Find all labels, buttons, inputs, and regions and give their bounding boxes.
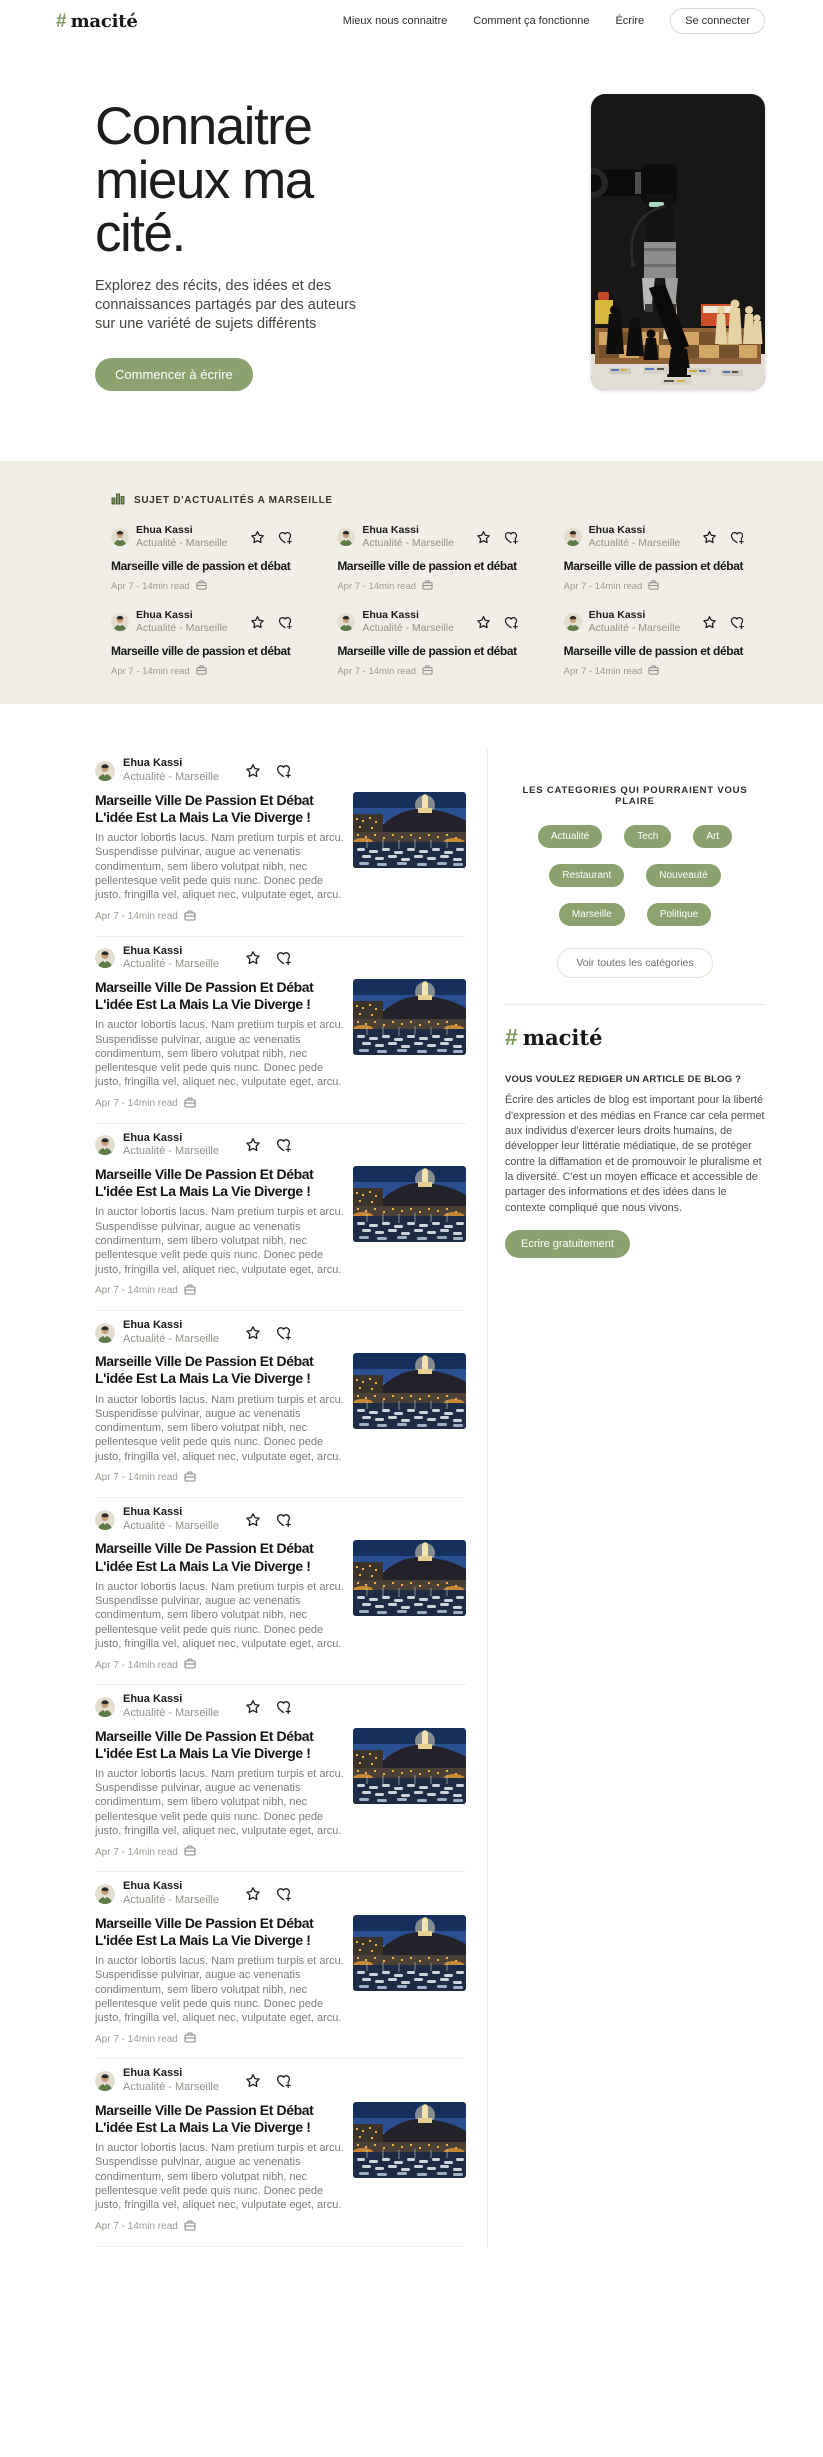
topics-grid [111,524,765,679]
article-excerpt: In auctor lobortis lacus. Nam pretium turpis et arcu. Suspendisse pulvinar, augue ac venenatis condimentum, sem libero volutpat nibh, nec pellentesque velit pede quis nunc. Donec pede justo, fringilla vel, aliquet nec, vulputate eget, arcu. [95,1954,344,2025]
start-writing-button[interactable]: Commencer à écrire [95,358,253,391]
article-image-marseille-harbor[interactable] [353,1166,466,1242]
save-icon[interactable] [422,580,433,593]
heart-plus-icon[interactable] [729,615,745,630]
star-icon[interactable] [245,1512,261,1528]
article-image-marseille-harbor[interactable] [353,792,466,868]
article-excerpt: In auctor lobortis lacus. Nam pretium turpis et arcu. Suspendisse pulvinar, augue ac venenatis condimentum, sem libero volutpat nibh, nec pellentesque velit pede quis nunc. Donec pede justo, fringilla vel, aliquet nec, vulputate eget, arcu. [95,1580,344,1650]
avatar-icon [564,613,582,631]
avatar-icon [95,761,115,781]
heart-plus-icon[interactable] [277,615,293,630]
author-category: Actualité - Marseille [136,537,228,550]
header-nav [343,8,765,34]
write-free-button[interactable]: Ecrire gratuitement [505,1230,630,1258]
author-category: Actualité - Marseille [588,622,681,635]
author-category: Actualité - Marseille [123,1145,219,1158]
heart-plus-icon[interactable] [503,530,519,545]
star-icon[interactable] [476,615,491,630]
nav-ecrire[interactable]: Écrire [615,15,645,27]
feed-article[interactable] [95,1311,466,1498]
topic-title[interactable]: Marseille ville de passion et débat [111,559,291,574]
heart-plus-icon[interactable] [275,763,292,779]
feed-article[interactable] [95,1685,466,1872]
save-icon[interactable] [184,1284,196,1298]
article-image-marseille-harbor[interactable] [353,1728,466,1804]
category-pill[interactable]: Actualité [538,825,602,848]
hash-logo-icon: # [505,1024,518,1051]
article-date: Apr 7 - 14min read [95,1472,178,1484]
heart-plus-icon[interactable] [275,950,292,966]
star-icon[interactable] [702,615,717,630]
hash-logo-icon: # [56,10,67,32]
author-category: Actualité - Marseille [136,622,228,635]
hero-title: Connaitre mieux ma cité. [95,97,313,264]
sidebar-brand-name: macité [522,1025,603,1051]
feed-article[interactable] [95,1872,466,2059]
save-icon[interactable] [196,665,207,678]
author-name[interactable]: Ehua Kassi [123,1505,183,1518]
author-category: Actualité - Marseille [588,537,681,550]
topic-title[interactable]: Marseille ville de passion et débat [337,644,517,659]
heart-plus-icon[interactable] [503,615,519,630]
save-icon[interactable] [648,580,659,593]
article-image-marseille-harbor[interactable] [353,979,466,1055]
category-pill[interactable]: Nouveauté [646,864,720,887]
avatar-icon [95,1135,115,1155]
author-category: Actualité - Marseille [123,1894,219,1907]
avatar-icon [95,1697,115,1717]
avatar-icon [95,948,115,968]
topic-title[interactable]: Marseille ville de passion et débat [111,644,291,659]
save-icon[interactable] [184,910,196,924]
article-date: Apr 7 - 14min read [95,2033,178,2045]
article-excerpt: In auctor lobortis lacus. Nam pretium turpis et arcu. Suspendisse pulvinar, augue ac venenatis condimentum, sem libero volutpat nibh, nec pellentesque velit pede quis nunc. Donec pede justo, fringilla vel, aliquet nec, vulputate eget, arcu. [95,1206,344,1276]
heart-plus-icon[interactable] [729,530,745,545]
article-excerpt: In auctor lobortis lacus. Nam pretium turpis et arcu. Suspendisse pulvinar, augue ac venenatis condimentum, sem libero volutpat nibh, nec pellentesque velit pede quis nunc. Donec pede justo, fringilla vel, aliquet nec, vulputate eget, arcu. [95,1393,344,1463]
topic-card[interactable] [111,524,312,593]
author-category: Actualité - Marseille [123,958,219,971]
author-name[interactable]: Ehua Kassi [123,757,183,770]
star-icon[interactable] [245,1325,261,1341]
topic-card[interactable] [111,609,312,678]
heart-plus-icon[interactable] [277,530,293,545]
save-icon[interactable] [184,2032,196,2046]
article-title[interactable]: Marseille Ville De Passion Et Débat L'idée Est La Mais La Vie Diverge ! [95,1166,314,1200]
author-name[interactable]: Ehua Kassi [123,1131,183,1144]
avatar-icon [564,528,582,546]
article-title[interactable]: Marseille Ville De Passion Et Débat L'idée Est La Mais La Vie Diverge ! [95,791,314,825]
category-pill[interactable]: Marseille [559,903,625,926]
avatar-icon [337,528,355,546]
article-title[interactable]: Marseille Ville De Passion Et Débat L'idée Est La Mais La Vie Diverge ! [95,2101,314,2135]
category-pills [505,825,765,926]
article-date: Apr 7 - 14min read [95,1846,178,1858]
article-date: Apr 7 - 14min read [95,1285,178,1297]
star-icon[interactable] [702,530,717,545]
write-blog-heading: VOUS VOULEZ REDIGER UN ARTICLE DE BLOG ? [505,1074,742,1086]
article-image-marseille-harbor[interactable] [353,1540,466,1616]
heart-plus-icon[interactable] [275,1512,292,1528]
author-name[interactable]: Ehua Kassi [123,1880,183,1893]
category-pill[interactable]: Art [693,825,732,848]
nav-comment-ca-fonctionne[interactable]: Comment ça fonctionne [473,15,590,27]
author-category: Actualité - Marseille [123,1519,219,1532]
category-pill[interactable]: Tech [624,825,671,848]
article-excerpt: In auctor lobortis lacus. Nam pretium turpis et arcu. Suspendisse pulvinar, augue ac venenatis condimentum, sem libero volutpat nibh, nec pellentesque velit pede quis nunc. Donec pede justo, fringilla vel, aliquet nec, vulputate eget, arcu. [95,832,344,902]
login-button[interactable]: Se connecter [670,8,765,34]
article-excerpt: In auctor lobortis lacus. Nam pretium turpis et arcu. Suspendisse pulvinar, augue ac venenatis condimentum, sem libero volutpat nibh, nec pellentesque velit pede quis nunc. Donec pede justo, fringilla vel, aliquet nec, vulputate eget, arcu. [95,2142,344,2212]
author-name[interactable]: Ehua Kassi [123,944,183,957]
author-name[interactable]: Ehua Kassi [362,609,419,622]
article-excerpt: In auctor lobortis lacus. Nam pretium turpis et arcu. Suspendisse pulvinar, augue ac venenatis condimentum, sem libero volutpat nibh, nec pellentesque velit pede quis nunc. Donec pede justo, fringilla vel, aliquet nec, vulputate eget, arcu. [95,1767,344,1837]
category-pill[interactable]: Politique [647,903,711,926]
save-icon[interactable] [184,2220,196,2234]
feed-article[interactable] [95,1498,466,1685]
avatar-icon [111,528,129,546]
hero-description: Explorez des récits, des idées et des connaissances partagés par des auteurs sur une variété de sujets différents [95,277,357,332]
feed-article[interactable] [95,937,466,1124]
author-name[interactable]: Ehua Kassi [588,523,646,536]
avatar-icon [111,613,129,631]
save-icon[interactable] [196,580,207,593]
heart-plus-icon[interactable] [275,1137,292,1153]
topic-date: Apr 7 - 14min read [563,666,643,678]
article-title[interactable]: Marseille Ville De Passion Et Débat L'idée Est La Mais La Vie Diverge ! [95,1914,314,1948]
hero-section [0,42,823,461]
brand-logo[interactable] [56,11,138,32]
feed-article[interactable] [95,749,466,936]
see-all-categories-button[interactable]: Voir toutes les catégories [557,948,712,978]
heart-plus-icon[interactable] [275,1886,292,1902]
article-image-marseille-harbor[interactable] [353,1353,466,1429]
author-name[interactable]: Ehua Kassi [123,1318,183,1331]
author-name[interactable]: Ehua Kassi [136,523,193,536]
save-icon[interactable] [184,1658,196,1672]
save-icon[interactable] [184,1097,196,1111]
avatar-icon [337,613,355,631]
topic-date: Apr 7 - 14min read [563,581,643,593]
save-icon[interactable] [422,665,433,678]
article-image-marseille-harbor[interactable] [353,1915,466,1991]
author-name[interactable]: Ehua Kassi [123,2067,183,2080]
write-blog-text: Écrire des articles de blog est important pour la liberté d'expression et des médias en France car cela permet aux individus d'exercer leurs droits humains, de développer leur littératie médiatique, de se protéger contre la diffamation et de promouvoir le pluralisme et la diversité. C'est un moyen efficace et accessible de partager des informations et des idées dans le contexte compliqué que nous vivons. [505,1094,765,1214]
sidebar [487,749,765,2246]
sidebar-divider [505,1004,765,1005]
heart-plus-icon[interactable] [275,2073,292,2089]
star-icon[interactable] [245,1886,261,1902]
hero-image-robot-chess [591,94,765,390]
avatar-icon [95,2071,115,2091]
star-icon[interactable] [245,1699,261,1715]
save-icon[interactable] [184,1845,196,1859]
topic-date: Apr 7 - 14min read [337,581,417,593]
star-icon[interactable] [245,1137,261,1153]
bottom-spacer [0,2247,823,2457]
star-icon[interactable] [476,530,491,545]
header [0,0,823,42]
topics-section [0,461,823,705]
star-icon[interactable] [245,2073,261,2089]
article-title[interactable]: Marseille Ville De Passion Et Débat L'idée Est La Mais La Vie Diverge ! [95,1727,314,1761]
article-date: Apr 7 - 14min read [95,2221,178,2233]
topic-date: Apr 7 - 14min read [111,581,190,593]
topic-date: Apr 7 - 14min read [337,666,417,678]
author-category: Actualité - Marseille [362,622,454,635]
article-date: Apr 7 - 14min read [95,1659,178,1671]
category-pill[interactable]: Restaurant [549,864,624,887]
avatar-icon [95,1510,115,1530]
topics-heading: SUJET D'ACTUALITÉS A MARSEILLE [134,494,333,506]
star-icon[interactable] [250,615,265,630]
author-category: Actualité - Marseille [123,1332,219,1345]
author-name[interactable]: Ehua Kassi [136,609,193,622]
article-excerpt: In auctor lobortis lacus. Nam pretium turpis et arcu. Suspendisse pulvinar, augue ac venenatis condimentum, sem libero volutpat nibh, nec pellentesque velit pede quis nunc. Donec pede justo, fringilla vel, aliquet nec, vulputate eget, arcu. [95,1019,344,1089]
feed-article[interactable] [95,1124,466,1311]
author-category: Actualité - Marseille [123,771,219,784]
author-name[interactable]: Ehua Kassi [123,1693,183,1706]
author-category: Actualité - Marseille [123,2081,219,2094]
save-icon[interactable] [648,665,659,678]
article-title[interactable]: Marseille Ville De Passion Et Débat L'idée Est La Mais La Vie Diverge ! [95,979,314,1013]
avatar-icon [95,1323,115,1343]
star-icon[interactable] [250,530,265,545]
save-icon[interactable] [184,1471,196,1485]
article-title[interactable]: Marseille Ville De Passion Et Débat L'idée Est La Mais La Vie Diverge ! [95,1540,314,1574]
article-date: Apr 7 - 14min read [95,911,178,923]
article-feed [95,749,487,2246]
topic-title[interactable]: Marseille ville de passion et débat [337,559,517,574]
brand-name: macité [70,10,138,32]
topic-date: Apr 7 - 14min read [111,666,190,678]
categories-heading: LES CATEGORIES QUI POURRAIENT VOUS PLAIRE [522,785,748,808]
star-icon[interactable] [245,763,261,779]
chart-icon [111,491,125,510]
article-date: Apr 7 - 14min read [95,1098,178,1110]
article-title[interactable]: Marseille Ville De Passion Et Débat L'idée Est La Mais La Vie Diverge ! [95,1353,314,1387]
feed-article[interactable] [95,2059,466,2246]
topic-title[interactable]: Marseille ville de passion et débat [563,559,744,574]
topic-card[interactable] [564,524,765,593]
author-category: Actualité - Marseille [123,1706,219,1719]
author-name[interactable]: Ehua Kassi [362,523,419,536]
nav-mieux-nous-connaitre[interactable]: Mieux nous connaitre [342,15,448,27]
main-content [0,704,823,2246]
sidebar-brand-logo [505,1025,765,1050]
topic-card[interactable] [337,524,538,593]
star-icon[interactable] [245,950,261,966]
topic-card[interactable] [564,609,765,678]
avatar-icon [95,1884,115,1904]
topic-card[interactable] [337,609,538,678]
heart-plus-icon[interactable] [275,1325,292,1341]
heart-plus-icon[interactable] [275,1699,292,1715]
article-image-marseille-harbor[interactable] [353,2102,466,2178]
topic-title[interactable]: Marseille ville de passion et débat [563,644,744,659]
author-name[interactable]: Ehua Kassi [588,609,646,622]
author-category: Actualité - Marseille [362,537,454,550]
